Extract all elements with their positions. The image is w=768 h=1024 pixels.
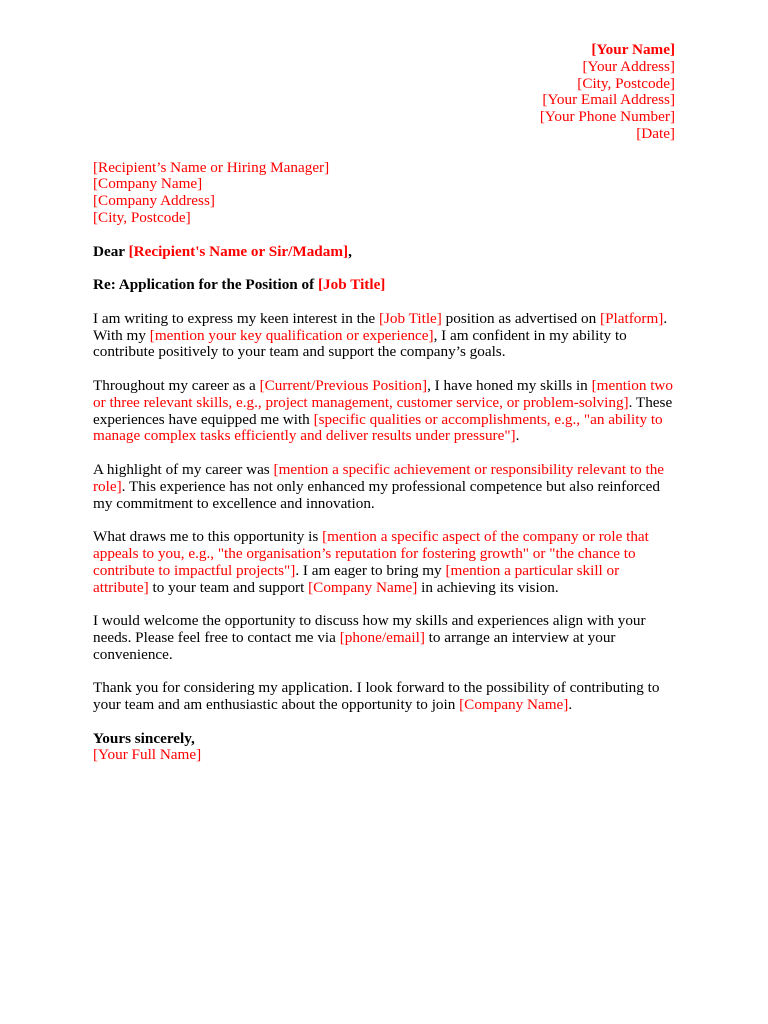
paragraph-contact: I would welcome the opportunity to discuss how my skills and experiences align with your needs. Please feel free to contact me via [phone/email] to arrange an interview at your convenience. [93, 612, 646, 663]
sender-address: [Your Address] [582, 57, 675, 75]
recipient-address: [Company Address] [93, 192, 215, 210]
salutation: Dear [Recipient's Name or Sir/Madam], [93, 242, 352, 260]
placeholder-job-title: [Job Title] [378, 309, 442, 327]
subject-job-title: [Job Title] [318, 276, 386, 294]
subject-line: Re: Application for the Position of [Job Title] [93, 276, 386, 294]
letter-body [93, 42, 675, 764]
placeholder-platform: [Platform] [600, 309, 664, 327]
sender-phone: [Your Phone Number] [539, 108, 675, 126]
recipient-company: [Company Name] [93, 175, 203, 193]
placeholder-achievement: [mention a specific achievement or responsibility relevant to the role] [93, 460, 665, 495]
paragraph-career: Throughout my career as a [Current/Previous Position], I have honed my skills in [mention two or three relevant skills, e.g., project management, customer service, or problem-solving]. These experiences have equipped me with [specific qualities or accomplishments, e.g., "an ability to manage complex tasks efficiently and deliver results under pressure"]. [93, 376, 673, 445]
placeholder-skills: [mention two or three relevant skills, e.g., project management, customer service, or problem-solving] [93, 376, 673, 411]
salutation-name: [Recipient's Name or Sir/Madam] [128, 242, 349, 260]
recipient-block [93, 160, 675, 227]
paragraph-intro: I am writing to express my keen interest in the [Job Title] position as advertised on [Platform]. With my [mention your key qualification or experience], I am confident in my ability to contribute positively to your team and support the company’s goals. [93, 309, 668, 361]
paragraph-thanks: Thank you for considering my application. I look forward to the possibility of contributing to your team and am enthusiastic about the opportunity to join [Company Name]. [93, 679, 660, 714]
placeholder-qualities: [specific qualities or accomplishments, e.g., "an ability to manage complex tasks efficiently and deliver results under pressure"] [93, 410, 663, 445]
sender-name: [Your Name] [591, 41, 675, 58]
paragraph-highlight: A highlight of my career was [mention a specific achievement or responsibility relevant to the role]. This experience has not only enhanced my professional competence but also reinforced my commitment to excellence and innovation. [93, 460, 665, 512]
sender-block [93, 42, 675, 143]
letter-date: [Date] [636, 124, 675, 142]
placeholder-attribute: [mention a particular skill or attribute] [93, 561, 620, 596]
placeholder-company-name-2: [Company Name] [459, 696, 569, 714]
placeholder-qualification: [mention your key qualification or experience] [149, 326, 434, 344]
closing-signoff: Yours sincerely, [93, 729, 195, 747]
sender-email: [Your Email Address] [542, 91, 675, 109]
placeholder-contact: [phone/email] [339, 628, 425, 646]
sender-city: [City, Postcode] [577, 74, 675, 92]
placeholder-position: [Current/Previous Position] [259, 376, 428, 394]
placeholder-company-name: [Company Name] [308, 578, 418, 596]
paragraph-motivation: What draws me to this opportunity is [mention a specific aspect of the company or role that appeals to you, e.g., "the organisation’s reputation for fostering growth" or "the chance to contribute to impactful projects"]. I am eager to bring my [mention a particular skill or attribute] to your team and support [Company Name] in achieving its vision. [93, 528, 649, 596]
recipient-name: [Recipient’s Name or Hiring Manager] [93, 158, 330, 176]
recipient-city: [City, Postcode] [93, 208, 191, 226]
closing-full-name: [Your Full Name] [93, 746, 202, 764]
placeholder-company-aspect: [mention a specific aspect of the company or role that appeals to you, e.g., "the organisation’s reputation for fostering growth" or "the chance to contribute to impactful projects"] [93, 528, 649, 579]
